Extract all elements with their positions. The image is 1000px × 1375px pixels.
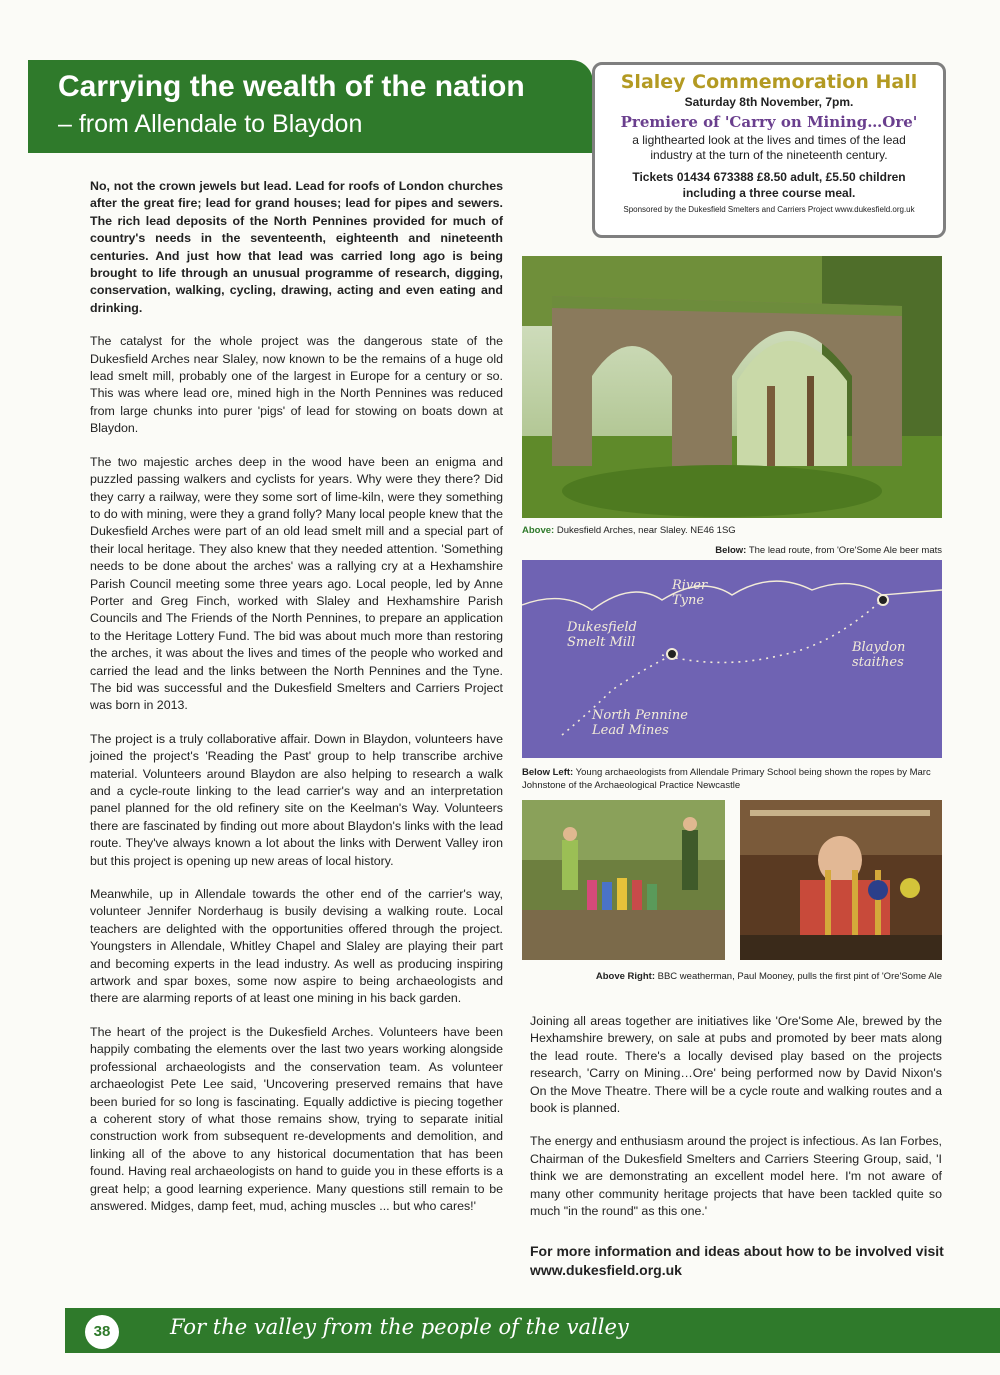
map-label-mines: North Pennine Lead Mines <box>592 708 688 738</box>
caption-above-right <box>522 970 942 983</box>
map-label-mill: Dukesfield Smelt Mill <box>567 620 637 650</box>
event-premiere: Premiere of 'Carry on Mining…Ore' <box>620 113 918 131</box>
article-paragraph: The energy and enthusiasm around the project is infectious. As Ian Forbes, Chairman of the Dukesfield Smelters and Carriers Steering Group, said, 'I think we are demonstrating an excellent model here. I'm not aware of many other community heritage projects that have been tackled quite so much "in the round" as this one.' <box>530 1134 942 1219</box>
caption-label: Above Right: <box>595 971 655 982</box>
page-number: 38 <box>85 1315 119 1349</box>
event-description: a lighthearted look at the lives and times of the lead industry at the turn of the nineteenth century. <box>632 133 906 162</box>
caption-label: Below: <box>715 545 747 556</box>
article-subtitle: – from Allendale to Blaydon <box>58 110 363 138</box>
article-title: Carrying the wealth of the nation <box>58 70 525 103</box>
caption-label: Above: <box>522 525 555 536</box>
event-box <box>592 62 946 238</box>
article-paragraph: The project is a truly collaborative affair. Down in Blaydon, volunteers have joined the project's 'Reading the Past' group to help transcribe archive material. Volunteers around Blaydon are also helping to research a walk and a cycle-route linking to the lead carrier's way and an interpretation panel planned for the old refinery site on the Keelman's Way. Volunteers there are fascinated by finding out more about Blaydon's links with the lead route. They've always known a lot about the links with Derwent Valley iron but this project is opening up new areas of local history. <box>90 731 503 868</box>
article-paragraph: The catalyst for the whole project was the dangerous state of the Dukesfield Arches near Slaley, now known to be the remains of a huge old lead smelt mill, probably one of the largest in Europe for a century or so. This was where lead ore, mined high in the North Pennines was reduced from large chunks into purer 'pigs' of lead for stowing on boats down at Blaydon. <box>90 334 503 436</box>
map-label-river: River Tyne <box>672 578 708 608</box>
caption-text: BBC weatherman, Paul Mooney, pulls the first pint of 'Ore'Some Ale <box>657 971 942 982</box>
caption-text: Young archaeologists from Allendale Primary School being shown the ropes by Marc Johnstone of the Archaeological Practice Newcastle <box>522 767 931 791</box>
caption-label: Below Left: <box>522 767 574 778</box>
more-info-link: For more information and ideas about how to be involved visit www.dukesfield.org.uk <box>530 1243 944 1278</box>
event-sponsor: Sponsored by the Dukesfield Smelters and Carriers Project www.dukesfield.org.uk <box>623 205 915 214</box>
article-right-column <box>530 1013 942 1236</box>
article-paragraph: The heart of the project is the Dukesfield Arches. Volunteers have been happily combating the elements over the last two years working alongside professional archaeologists and the conservation team. As volunteer archaeologist Pete Lee said, 'Uncovering preserved remains that have been buried for so long is fascinating. Equally addictive is piecing together a coherent story of what those remains show, trying to separate initial construction work from subsequent re-developments and demolition, and linking all of the above to any historical documentation that has been found. Having real archaeologists on hand to guide you in these efforts is a great help; a good learning experience. Many questions still remain to be answered. Midges, damp feet, mud, aching muscles ... but who cares!' <box>90 1024 503 1213</box>
event-meal: including a three course meal. <box>682 186 856 200</box>
title-banner <box>28 60 593 153</box>
article-left-column <box>90 178 503 1231</box>
lead-route-map <box>522 560 942 758</box>
footer-tagline: For the valley from the people of the valley <box>170 1315 629 1339</box>
event-venue: Slaley Commemoration Hall <box>620 71 918 93</box>
caption-below-left <box>522 766 942 792</box>
first-pint-photo <box>740 800 942 960</box>
event-tickets: Tickets 01434 673388 £8.50 adult, £5.50 children <box>632 170 906 184</box>
map-label-staithes: Blaydon staithes <box>852 640 906 670</box>
article-paragraph: Joining all areas together are initiatives like 'Ore'Some Ale, brewed by the Hexhamshire brewery, on sale at pubs and promoted by beer mats along the lead route. There's a locally devised play based on the projects research, 'Carry on Mining…Ore' being performed now by David Nixon's On the Move Theatre. There will be a cycle route and walking routes and a book is planned. <box>530 1014 942 1116</box>
caption-text: Dukesfield Arches, near Slaley. NE46 1SG <box>556 525 736 536</box>
caption-below <box>522 544 942 557</box>
article-paragraph: Meanwhile, up in Allendale towards the other end of the carrier's way, volunteer Jennifer Norderhaug is busily devising a walking route. Local teachers are delighted with the opportunities offered through the project. Youngsters in Allendale, Whitley Chapel and Slaley are playing their part and becoming experts in the lead industry. As well as producing inspiring artwork and spar boxes, some now aspire to being archaeologists and there are alarming reports of at least one mining in his back garden. <box>90 887 503 1006</box>
article-paragraph: No, not the crown jewels but lead. Lead for roofs of London churches after the great fire; lead for grand houses; lead for pipes and sewers. The rich lead deposits of the North Pennines provided for much of country's needs in the seventeenth, eighteenth and nineteenth centuries. And just how that lead was carried long ago is being brought to life through an unusual programme of research, digging, conservation, walking, cycling, drawing, acting and even eating and drinking. <box>90 179 503 315</box>
article-paragraph: The two majestic arches deep in the wood have been an enigma and puzzled passing walkers and cyclists for years. Why were they there? Did they carry a railway, were they some sort of lime-kiln, were they something to do with mining, were they a grand folly? Many local people knew that the Dukesfield Arches were part of an old lead smelt mill and a special part of their local heritage. They also knew that they needed attention. 'Something needs to be done about the arches' was a rallying cry at a Hexhamshire Parish Council meeting some three years ago. Local people, led by Anne Porter and Greg Finch, worked with Slaley and Hexhamshire Parish Councils and The Friends of the North Pennines, to prepare an application to the Heritage Lottery Fund. The bid was about much more than restoring the arches, it was about the lives and times of the people who worked and carried the lead and the links between the North Pennines and the Tyne. The bid was successful and the Dukesfield Smelters and Carriers Project was born in 2013. <box>90 454 503 713</box>
young-archaeologists-photo <box>522 800 725 960</box>
event-date: Saturday 8th November, 7pm. <box>684 95 854 109</box>
caption-above <box>522 524 942 537</box>
caption-text: The lead route, from 'Ore'Some Ale beer mats <box>748 545 942 556</box>
dukesfield-arches-photo <box>522 256 942 518</box>
